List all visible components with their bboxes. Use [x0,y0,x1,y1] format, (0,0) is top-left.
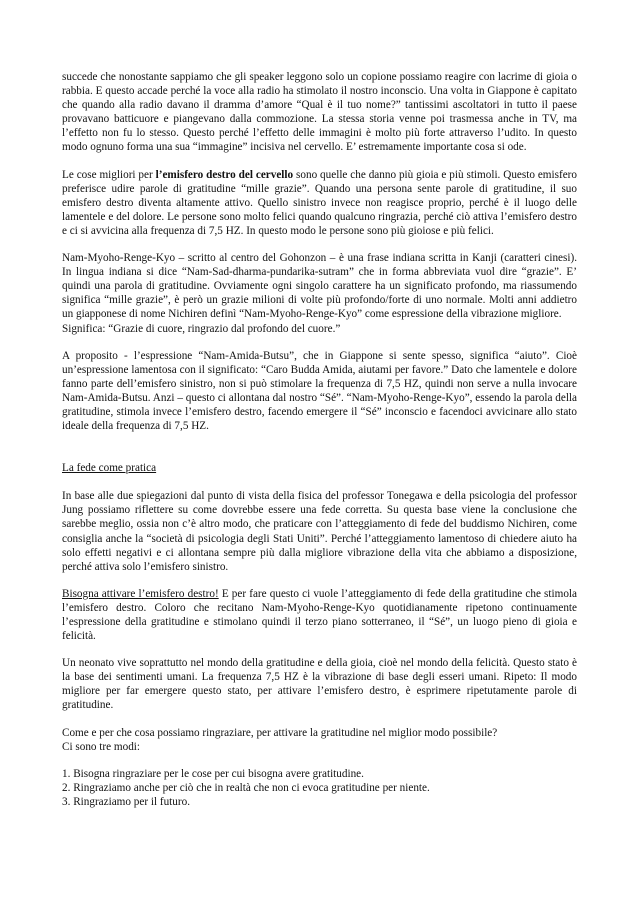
bold-phrase: l’emisfero destro del cervello [155,168,294,181]
document-page [62,70,577,809]
paragraph-significa: Significa: “Grazie di cuore, ringrazio dal profondo del cuore.” [62,322,341,335]
paragraph-radio-inconscio: succede che nonostante sappiamo che gli speaker leggono solo un copione possiamo reagire con lacrime di gioia o rabbia. E questo accade perché la voce alla radio ha stimolato il nostro inconscio. Una volta in Giappone è capitato che quando alla radio davano il dramma d’amore “Qual è il tuo nome?” tantissimi ascoltatori in tutto il paese provavano batticuore e piangevano dalla commozione. La stessa storia venne poi trasmessa anche in TV, ma l’effetto non fu lo stesso. Questo perché l’effetto delle immagini è molto più forte attraverso l’udito. In questo modo ognuno forma una sua “immagine” incisiva nel cervello. E’ estremamente importante cosa si ode. [62,71,577,154]
paragraph-fede-corretta: In base alle due spiegazioni dal punto di vista della fisica del professor Tonegawa e della psicologia del professor Jung possiamo riflettere su come dovrebbe essere una fede corretta. Su questa base viene la conclusione che sarebbe meglio, ossia non c’è altro modo, che praticare con l’atteggiamento di fede del buddismo Nichiren, come consiglia anche la “società di psicologia degli Stati Uniti”. Perché l’atteggiamento lamentoso di chiedere aiuto ha solo effetti negativi e ci allontana sempre più dalla migliore vibrazione della vita che abbiamo a disposizione, perché attiva solo l’emisfero sinistro. [62,490,577,573]
numbered-list [62,767,577,809]
text-run: Le cose migliori per [62,168,156,181]
list-item: 3. Ringraziamo per il futuro. [62,795,191,808]
paragraph-emisfero-destro [62,168,577,238]
paragraph-tre-modi: Ci sono tre modi: [62,740,141,753]
list-item: 1. Bisogna ringraziare per le cose per cui bisogna avere gratitudine. [62,767,364,780]
paragraph-nam-amida: A proposito - l’espressione “Nam-Amida-Butsu”, che in Giappone si sente spesso, significa “aiuto”. Cioè un’espressione lamentosa con il significato: “Caro Budda Amida, aiutami per favore.” Dato che lamentele e dolore fanno parte dell’emisfero sinistro, non si può stimolare la frequenza di 7,5 HZ, quindi non serve a nulla invocare Nam-Amida-Butsu. Anzi – questo ci allontana dal nostro “Sé”. “Nam-Myoho-Renge-Kyo”, essendo la parola della gratitudine, stimola invece l’emisfero destro, facendo emergere il “Sé” inconscio e facendoci avvicinare allo stato ideale della frequenza di 7,5 HZ. [62,349,577,433]
list-item: 2. Ringraziamo anche per ciò che in realtà che non ci evoca gratitudine per niente. [62,781,430,794]
section-heading: La fede come pratica [62,462,157,475]
underlined-phrase: Bisogna attivare l’emisfero destro! [62,587,219,600]
paragraph-neonato: Un neonato vive soprattutto nel mondo della gratitudine e della gioia, cioè nel mondo della felicità. Questo stato è la base dei sentimenti umani. La frequenza 7,5 HZ è la vibrazione di base degli esseri umani. Ripeto: Il modo migliore per far emergere questo stato, per attivare l’emisfero destro, è esprimere ripetutamente parole di gratitudine. [62,657,577,712]
paragraph-attivare [62,587,577,643]
text-run: E per fare questo ci vuole l’atteggiamento di fede della gratitudine che stimola l’emisfero destro. Coloro che recitano Nam-Myoho-Renge-Kyo quotidianamente ripetono continuamente l’espressione della gratitudine e stimolano quindi il terzo piano sotterraneo, il “Sé”, un luogo pieno di gioia e felicità. [62,587,577,643]
text-run: sono quelle che danno più gioia e più stimoli. Questo emisfero preferisce udire parole di gratitudine “mille grazie”. Quando una persona sente parole di gratitudine, il suo emisfero destro diventa altamente attivo. Quello sinistro invece non reagisce proprio, perché è il luogo delle lamentele e del dolore. Le persone sono molto felici quando qualcuno ringrazia, perché ciò attiva l’emisfero destro e ci si avvicina alla frequenza di 7,5 HZ. In questo modo le persone sono più gioiose e più felici. [62,168,577,237]
paragraph-question: Come e per che cosa possiamo ringraziare, per attivare la gratitudine nel miglior modo possibile? [62,726,498,739]
paragraph-nam-myoho: Nam-Myoho-Renge-Kyo – scritto al centro del Gohonzon – è una frase indiana scritta in Kanji (caratteri cinesi). In lingua indiana si dice “Nam-Sad-dharma-pundarika-sutram” che in forma abbreviata vuol dire “grazie”. E’ quindi una parola di gratitudine. Ovviamente ogni singolo carattere ha un significato profondo, ma riassumendo significa “mille grazie”, è però un grazie milioni di volte più profondo/forte di uno normale. Molti anni addietro un giapponese di nome Nichiren definì “Nam-Myoho-Renge-Kyo” come espressione della vibrazione migliore. [62,252,577,321]
